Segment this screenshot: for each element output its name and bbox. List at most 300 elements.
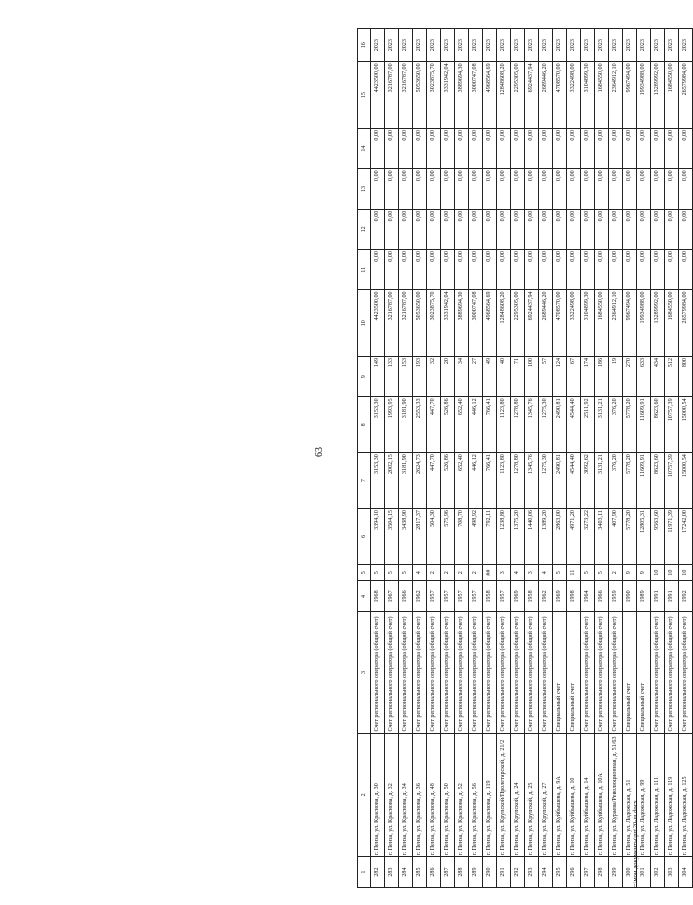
table-cell-col-15: 3216787,00 bbox=[385, 62, 399, 129]
table-cell-col-14: 0,00 bbox=[637, 128, 651, 168]
table-cell-col-4: 1991 bbox=[651, 581, 665, 612]
table-cell-col-3: Счет регионального оператора (общий счет) bbox=[511, 612, 525, 733]
table-cell-col-9: 133 bbox=[385, 356, 399, 396]
table-cell-col-2: г. Пенза, ул. Краснова, д. 50 bbox=[441, 733, 455, 857]
table-cell-col-11: 0,00 bbox=[539, 250, 553, 290]
column-header-8: 8 bbox=[358, 397, 371, 453]
table-cell-col-13: 0,00 bbox=[651, 169, 665, 209]
table-cell-col-12: 0,00 bbox=[511, 209, 525, 249]
table-cell-col-7: 652,40 bbox=[455, 453, 469, 509]
table-cell-col-4: 1998 bbox=[567, 581, 581, 612]
table-cell-col-6: 3438,90 bbox=[399, 509, 413, 565]
column-header-16: 16 bbox=[358, 29, 371, 62]
table-cell-col-15: 19934988,00 bbox=[637, 62, 651, 129]
table-cell-col-8: 526,86 bbox=[441, 397, 455, 453]
table-cell-col-12: 0,00 bbox=[539, 209, 553, 249]
table-row bbox=[385, 29, 399, 888]
table-cell-col-1: 302 bbox=[651, 857, 665, 888]
table-cell-col-8: 8623,60 bbox=[651, 397, 665, 453]
table-cell-col-7: 3181,90 bbox=[399, 453, 413, 509]
table-cell-col-15: 6924437,94 bbox=[525, 62, 539, 129]
table-cell-col-12: 0,00 bbox=[371, 209, 385, 249]
table-cell-col-6: 5778,20 bbox=[623, 509, 637, 565]
table-cell-col-2: г. Пенза, ул. Ладожская, д. 51 bbox=[623, 733, 637, 857]
table-cell-col-9: 512 bbox=[665, 356, 679, 396]
table-row bbox=[497, 29, 511, 888]
table-cell-col-1: 295 bbox=[553, 857, 567, 888]
table-cell-col-4: 1957 bbox=[469, 581, 483, 612]
table-cell-col-3: Счет регионального оператора (общий счет) bbox=[539, 612, 553, 733]
table-cell-col-2: г. Пенза, ул. Крупской, д. 25 bbox=[525, 733, 539, 857]
table-cell-col-10: 26579984,00 bbox=[679, 290, 693, 357]
table-row bbox=[399, 29, 413, 888]
table-cell-col-1: 300 bbox=[623, 857, 637, 888]
table-cell-col-9: 40 bbox=[497, 356, 511, 396]
table-cell-col-12: 0,00 bbox=[595, 209, 609, 249]
table-cell-col-5: 5 bbox=[595, 564, 609, 581]
table-cell-col-15: 3889694,30 bbox=[455, 62, 469, 129]
table-cell-col-6: 11971,39 bbox=[665, 509, 679, 565]
table-cell-col-15: 2295305,00 bbox=[511, 62, 525, 129]
table-cell-col-11: 0,00 bbox=[511, 250, 525, 290]
table-cell-col-10: 4708570,00 bbox=[553, 290, 567, 357]
table-cell-col-2: г. Пенза, ул. Крупской, д. 27 bbox=[539, 733, 553, 857]
table-cell-col-8: 1278,80 bbox=[511, 397, 525, 453]
table-cell-col-13: 0,00 bbox=[469, 169, 483, 209]
table-cell-col-14: 0,00 bbox=[581, 128, 595, 168]
table-cell-col-9: 20 bbox=[441, 356, 455, 396]
table-cell-col-6: 2817,37 bbox=[413, 509, 427, 565]
table-cell-col-2: г. Пенза, ул. Ладожская, д. 99 bbox=[637, 733, 651, 857]
table-cell-col-14: 0,00 bbox=[665, 128, 679, 168]
table-cell-col-9: 174 bbox=[581, 356, 595, 396]
table-cell-col-3: Счет регионального оператора (общий счет) bbox=[427, 612, 441, 733]
table-cell-col-8: 2553,33 bbox=[413, 397, 427, 453]
table-cell-col-11: 0,00 bbox=[427, 250, 441, 290]
table-cell-col-1: 290 bbox=[483, 857, 497, 888]
table-cell-col-8: 1123,80 bbox=[497, 397, 511, 453]
table-cell-col-15: 3104899,30 bbox=[581, 62, 595, 129]
table-cell-col-16: 2023 bbox=[553, 29, 567, 62]
column-header-13: 13 bbox=[358, 169, 371, 209]
table-cell-col-6: 1375,20 bbox=[511, 509, 525, 565]
table-cell-col-2: г. Пенза, ул. Краснова, д. 30 bbox=[371, 733, 385, 857]
table-cell-col-7: 2490,81 bbox=[553, 453, 567, 509]
table-cell-col-1: 296 bbox=[567, 857, 581, 888]
table-cell-col-14: 0,00 bbox=[651, 128, 665, 168]
table-cell-col-12: 0,00 bbox=[385, 209, 399, 249]
table-cell-col-14: 0,00 bbox=[567, 128, 581, 168]
table-cell-col-9: 124 bbox=[553, 356, 567, 396]
table-cell-col-13: 0,00 bbox=[525, 169, 539, 209]
table-cell-col-4: 1959 bbox=[609, 581, 623, 612]
table-cell-col-13: 0,00 bbox=[623, 169, 637, 209]
table-cell-col-5: 5 bbox=[553, 564, 567, 581]
table-cell-col-10: 4423500,00 bbox=[371, 290, 385, 357]
table-cell-col-7: 2002,15 bbox=[385, 453, 399, 509]
table-cell-col-7: 1278,80 bbox=[511, 453, 525, 509]
column-header-14: 14 bbox=[358, 128, 371, 168]
table-cell-col-9: 19 bbox=[609, 356, 623, 396]
table-row bbox=[469, 29, 483, 888]
table-cell-col-13: 0,00 bbox=[637, 169, 651, 209]
table-cell-col-15: 13289992,00 bbox=[651, 62, 665, 129]
table-cell-col-8: 2490,81 bbox=[553, 397, 567, 453]
table-cell-col-10: 13289992,00 bbox=[651, 290, 665, 357]
table-cell-col-16: 2023 bbox=[469, 29, 483, 62]
column-header-1: 1 bbox=[358, 857, 371, 888]
table-cell-col-5: 5 bbox=[581, 564, 595, 581]
table-cell-col-7: 526,86 bbox=[441, 453, 455, 509]
table-cell-col-6: 1440,06 bbox=[525, 509, 539, 565]
table-cell-col-11: 0,00 bbox=[623, 250, 637, 290]
table-cell-col-16: 2023 bbox=[595, 29, 609, 62]
table-cell-col-9: 434 bbox=[651, 356, 665, 396]
table-cell-col-5: 4 bbox=[539, 564, 553, 581]
table-cell-col-8: 5778,20 bbox=[623, 397, 637, 453]
table-cell-col-3: Специальный счет bbox=[637, 612, 651, 733]
table-cell-col-11: 0,00 bbox=[679, 250, 693, 290]
table-cell-col-5: 3 bbox=[525, 564, 539, 581]
table-cell-col-4: 1964 bbox=[581, 581, 595, 612]
table-cell-col-1: 288 bbox=[455, 857, 469, 888]
table-cell-col-14: 0,00 bbox=[413, 128, 427, 168]
table-cell-col-10: 4968564,69 bbox=[483, 290, 497, 357]
table-cell-col-6: 3403,11 bbox=[595, 509, 609, 565]
table-cell-col-12: 0,00 bbox=[469, 209, 483, 249]
table-cell-col-8: 376,20 bbox=[609, 397, 623, 453]
table-cell-col-16: 2023 bbox=[665, 29, 679, 62]
table-row bbox=[609, 29, 623, 888]
table-cell-col-14: 0,00 bbox=[539, 128, 553, 168]
table-cell-col-14: 0,00 bbox=[609, 128, 623, 168]
table-cell-col-14: 0,00 bbox=[455, 128, 469, 168]
table-cell-col-1: 298 bbox=[595, 857, 609, 888]
table-cell-col-7: 1275,30 bbox=[539, 453, 553, 509]
table-cell-col-3: Счет регионального оператора (общий счет) bbox=[441, 612, 455, 733]
table-cell-col-16: 2023 bbox=[609, 29, 623, 62]
capital-repair-register-table bbox=[357, 28, 693, 888]
table-cell-col-11: 0,00 bbox=[399, 250, 413, 290]
table-cell-col-9: 100 bbox=[525, 356, 539, 396]
table-cell-col-11: 0,00 bbox=[581, 250, 595, 290]
table-cell-col-6: 3273,22 bbox=[581, 509, 595, 565]
table-row bbox=[525, 29, 539, 888]
table-cell-col-3: Специальный счет bbox=[553, 612, 567, 733]
table-cell-col-15: 3000747,08 bbox=[469, 62, 483, 129]
table-cell-col-13: 0,00 bbox=[609, 169, 623, 209]
table-row bbox=[511, 29, 525, 888]
table-cell-col-4: 1992 bbox=[679, 581, 693, 612]
table-cell-col-12: 0,00 bbox=[483, 209, 497, 249]
table-cell-col-3: Счет регионального оператора (общий счет) bbox=[595, 612, 609, 733]
table-cell-col-13: 0,00 bbox=[455, 169, 469, 209]
table-cell-col-6: 504,30 bbox=[427, 509, 441, 565]
table-cell-col-1: 304 bbox=[679, 857, 693, 888]
table-cell-col-3: Специальный счет bbox=[623, 612, 637, 733]
table-cell-col-12: 0,00 bbox=[637, 209, 651, 249]
table-row bbox=[581, 29, 595, 888]
table-cell-col-13: 0,00 bbox=[427, 169, 441, 209]
table-cell-col-1: 286 bbox=[427, 857, 441, 888]
table-cell-col-10: 2295305,00 bbox=[511, 290, 525, 357]
table-cell-col-15: 2364912,10 bbox=[609, 62, 623, 129]
column-header-6: 6 bbox=[358, 509, 371, 565]
table-row bbox=[455, 29, 469, 888]
table-cell-col-14: 0,00 bbox=[399, 128, 413, 168]
table-cell-col-13: 0,00 bbox=[385, 169, 399, 209]
document-file-path: c:\мои документы\рп\20-ш.docx bbox=[632, 800, 639, 888]
table-cell-col-10: 3104899,30 bbox=[581, 290, 595, 357]
table-cell-col-2: г. Пенза, ул. Краснова, д. 56 bbox=[469, 733, 483, 857]
table-cell-col-16: 2023 bbox=[399, 29, 413, 62]
table-cell-col-5: 2 bbox=[469, 564, 483, 581]
table-cell-col-7: 3153,30 bbox=[371, 453, 385, 509]
table-cell-col-4: 1969 bbox=[553, 581, 567, 612]
table-cell-col-9: 67 bbox=[567, 356, 581, 396]
table-cell-col-8: 1275,30 bbox=[539, 397, 553, 453]
table-cell-col-8: 15000,54 bbox=[679, 397, 693, 453]
table-cell-col-10: 3216787,00 bbox=[399, 290, 413, 357]
table-row bbox=[679, 29, 693, 888]
table-cell-col-9: 149 bbox=[371, 356, 385, 396]
table-cell-col-3: Счет регионального оператора (общий счет) bbox=[385, 612, 399, 733]
table-cell-col-15: 1684550,00 bbox=[595, 62, 609, 129]
table-cell-col-6: 1238,80 bbox=[497, 509, 511, 565]
table-cell-col-3: Счет регионального оператора (общий счет) bbox=[371, 612, 385, 733]
table-cell-col-1: 294 bbox=[539, 857, 553, 888]
table-cell-col-10: 3216787,00 bbox=[385, 290, 399, 357]
table-row bbox=[567, 29, 581, 888]
table-cell-col-13: 0,00 bbox=[539, 169, 553, 209]
table-cell-col-9: 71 bbox=[511, 356, 525, 396]
table-cell-col-12: 0,00 bbox=[413, 209, 427, 249]
table-cell-col-14: 0,00 bbox=[371, 128, 385, 168]
table-cell-col-6: 2863,00 bbox=[553, 509, 567, 565]
column-number-row bbox=[358, 29, 371, 888]
table-cell-col-12: 0,00 bbox=[455, 209, 469, 249]
table-cell-col-15: 26579984,00 bbox=[679, 62, 693, 129]
table-cell-col-14: 0,00 bbox=[623, 128, 637, 168]
table-cell-col-9: 34 bbox=[455, 356, 469, 396]
table-cell-col-3: Специальный счет bbox=[567, 612, 581, 733]
table-cell-col-9: 49 bbox=[483, 356, 497, 396]
table-cell-col-16: 2023 bbox=[567, 29, 581, 62]
table-cell-col-7: 376,20 bbox=[609, 453, 623, 509]
table-cell-col-10: 3889694,30 bbox=[455, 290, 469, 357]
table-cell-col-5: 10 bbox=[651, 564, 665, 581]
table-cell-col-1: 301 bbox=[637, 857, 651, 888]
table-cell-col-10: 9967494,00 bbox=[623, 290, 637, 357]
table-cell-col-8: 446,12 bbox=[469, 397, 483, 453]
table-cell-col-5: 5 bbox=[385, 564, 399, 581]
table-cell-col-16: 2023 bbox=[455, 29, 469, 62]
table-cell-col-12: 0,00 bbox=[525, 209, 539, 249]
column-header-10: 10 bbox=[358, 290, 371, 357]
table-cell-col-6: 708,70 bbox=[455, 509, 469, 565]
table-cell-col-3: Счет регионального оператора (общий счет) bbox=[665, 612, 679, 733]
table-cell-col-5: 11 bbox=[567, 564, 581, 581]
table-cell-col-16: 2023 bbox=[427, 29, 441, 62]
table-cell-col-3: Счет регионального оператора (общий счет) bbox=[469, 612, 483, 733]
table-cell-col-3: Счет регионального оператора (общий счет) bbox=[483, 612, 497, 733]
table-cell-col-2: г. Пенза, ул. Куйбышева, д. 14 bbox=[581, 733, 595, 857]
table-cell-col-12: 0,00 bbox=[651, 209, 665, 249]
table-header bbox=[358, 29, 371, 888]
table-cell-col-2: г. Пенза, ул. Краснова, д. 32 bbox=[385, 733, 399, 857]
table-cell-col-13: 0,00 bbox=[679, 169, 693, 209]
table-cell-col-9: 270 bbox=[623, 356, 637, 396]
table-cell-col-13: 0,00 bbox=[567, 169, 581, 209]
table-cell-col-6: 575,96 bbox=[441, 509, 455, 565]
table-cell-col-8: 652,40 bbox=[455, 397, 469, 453]
table-cell-col-4: 1990 bbox=[623, 581, 637, 612]
table-cell-col-1: 289 bbox=[469, 857, 483, 888]
table-cell-col-4: 1958 bbox=[483, 581, 497, 612]
table-cell-col-6: 3394,10 bbox=[371, 509, 385, 565]
table-cell-col-15: 3322498,00 bbox=[567, 62, 581, 129]
table-cell-col-10: 3000747,08 bbox=[469, 290, 483, 357]
table-cell-col-9: 27 bbox=[469, 356, 483, 396]
table-cell-col-10: 1684550,00 bbox=[595, 290, 609, 357]
table-cell-col-12: 0,00 bbox=[399, 209, 413, 249]
table-cell-col-4: 1962 bbox=[413, 581, 427, 612]
table-row bbox=[665, 29, 679, 888]
table-cell-col-5: 2 bbox=[455, 564, 469, 581]
table-cell-col-4: 1962 bbox=[539, 581, 553, 612]
table-cell-col-3: Счет регионального оператора (общий счет) bbox=[497, 612, 511, 733]
table-cell-col-7: 5778,20 bbox=[623, 453, 637, 509]
table-cell-col-8: 10757,39 bbox=[665, 397, 679, 453]
table-cell-col-4: 1958 bbox=[525, 581, 539, 612]
table-cell-col-9: 800 bbox=[679, 356, 693, 396]
table-cell-col-11: 0,00 bbox=[665, 250, 679, 290]
table-cell-col-8: 766,41 bbox=[483, 397, 497, 453]
table-cell-col-16: 2023 bbox=[623, 29, 637, 62]
table-cell-col-1: 293 bbox=[525, 857, 539, 888]
table-cell-col-5: ## bbox=[483, 564, 497, 581]
table-cell-col-15: 4708570,00 bbox=[553, 62, 567, 129]
table-cell-col-4: 1957 bbox=[497, 581, 511, 612]
table-cell-col-1: 285 bbox=[413, 857, 427, 888]
table-cell-col-3: Счет регионального оператора (общий счет) bbox=[525, 612, 539, 733]
table-cell-col-3: Счет регионального оператора (общий счет) bbox=[679, 612, 693, 733]
table-cell-col-1: 283 bbox=[385, 857, 399, 888]
table-cell-col-16: 2023 bbox=[525, 29, 539, 62]
table-cell-col-6: 12805,31 bbox=[637, 509, 651, 565]
table-cell-col-16: 2023 bbox=[539, 29, 553, 62]
table-cell-col-2: г. Пенза, ул. Куйбышева, д. 10 bbox=[567, 733, 581, 857]
column-header-7: 7 bbox=[358, 453, 371, 509]
table-cell-col-2: г. Пенза, ул. Крупской, д. 24 bbox=[511, 733, 525, 857]
table-cell-col-1: 287 bbox=[441, 857, 455, 888]
table-cell-col-1: 282 bbox=[371, 857, 385, 888]
table-cell-col-1: 299 bbox=[609, 857, 623, 888]
table-cell-col-11: 0,00 bbox=[441, 250, 455, 290]
table-cell-col-9: 193 bbox=[413, 356, 427, 396]
table-cell-col-1: 303 bbox=[665, 857, 679, 888]
table-cell-col-11: 0,00 bbox=[413, 250, 427, 290]
table-cell-col-6: 498,92 bbox=[469, 509, 483, 565]
table-cell-col-7: 2624,73 bbox=[413, 453, 427, 509]
table-cell-col-4: 1957 bbox=[427, 581, 441, 612]
table-cell-col-6: 407,90 bbox=[609, 509, 623, 565]
table-row bbox=[539, 29, 553, 888]
table-row bbox=[427, 29, 441, 888]
table-cell-col-15: 12848608,20 bbox=[497, 62, 511, 129]
table-cell-col-13: 0,00 bbox=[497, 169, 511, 209]
column-header-11: 11 bbox=[358, 250, 371, 290]
table-cell-col-10: 3331942,04 bbox=[441, 290, 455, 357]
table-cell-col-9: 57 bbox=[539, 356, 553, 396]
table-cell-col-14: 0,00 bbox=[469, 128, 483, 168]
table-cell-col-7: 11609,91 bbox=[637, 453, 651, 509]
table-cell-col-14: 0,00 bbox=[553, 128, 567, 168]
table-cell-col-16: 2023 bbox=[581, 29, 595, 62]
table-cell-col-5: 9 bbox=[623, 564, 637, 581]
table-cell-col-10: 3023875,70 bbox=[427, 290, 441, 357]
table-cell-col-15: 1684550,00 bbox=[665, 62, 679, 129]
table-cell-col-11: 0,00 bbox=[385, 250, 399, 290]
table-cell-col-13: 0,00 bbox=[371, 169, 385, 209]
table-cell-col-16: 2023 bbox=[483, 29, 497, 62]
table-cell-col-9: 633 bbox=[637, 356, 651, 396]
table-cell-col-15: 3023875,70 bbox=[427, 62, 441, 129]
table-cell-col-8: 2511,92 bbox=[581, 397, 595, 453]
table-cell-col-2: г. Пенза, ул. Ладожская, д. 119 bbox=[665, 733, 679, 857]
table-cell-col-4: 1968 bbox=[371, 581, 385, 612]
table-cell-col-4: 1966 bbox=[399, 581, 413, 612]
table-cell-col-7: 1123,80 bbox=[497, 453, 511, 509]
table-cell-col-8: 3131,21 bbox=[595, 397, 609, 453]
table-cell-col-2: г. Пенза, ул. Краснова, д. 48 bbox=[427, 733, 441, 857]
table-cell-col-2: г. Пенза, ул. Краснова, д. 119 bbox=[483, 733, 497, 857]
table-cell-col-14: 0,00 bbox=[679, 128, 693, 168]
table-cell-col-14: 0,00 bbox=[427, 128, 441, 168]
table-cell-col-12: 0,00 bbox=[623, 209, 637, 249]
table-cell-col-13: 0,00 bbox=[595, 169, 609, 209]
table-cell-col-8: 1993,95 bbox=[385, 397, 399, 453]
table-cell-col-10: 12848608,20 bbox=[497, 290, 511, 357]
table-cell-col-12: 0,00 bbox=[553, 209, 567, 249]
table-cell-col-7: 8623,60 bbox=[651, 453, 665, 509]
column-header-9: 9 bbox=[358, 356, 371, 396]
table-cell-col-5: 10 bbox=[665, 564, 679, 581]
table-cell-col-12: 0,00 bbox=[427, 209, 441, 249]
table-cell-col-4: 1966 bbox=[595, 581, 609, 612]
table-cell-col-11: 0,00 bbox=[651, 250, 665, 290]
table-cell-col-5: 2 bbox=[609, 564, 623, 581]
table-cell-col-15: 5053650,00 bbox=[413, 62, 427, 129]
rotated-table-region bbox=[357, 8, 689, 888]
table-cell-col-14: 0,00 bbox=[441, 128, 455, 168]
table-cell-col-6: 9563,60 bbox=[651, 509, 665, 565]
table-cell-col-4: 1957 bbox=[455, 581, 469, 612]
table-cell-col-10: 3322498,00 bbox=[567, 290, 581, 357]
table-cell-col-11: 0,00 bbox=[567, 250, 581, 290]
table-cell-col-4: 1969 bbox=[511, 581, 525, 612]
table-cell-col-16: 2023 bbox=[413, 29, 427, 62]
table-cell-col-11: 0,00 bbox=[553, 250, 567, 290]
page-number: 63 bbox=[314, 447, 325, 457]
table-cell-col-7: 447,70 bbox=[427, 453, 441, 509]
table-cell-col-2: г. Пенза, ул. Ладожская, д. 125 bbox=[679, 733, 693, 857]
table-cell-col-2: г. Пенза, ул. Ладожская, д. 111 bbox=[651, 733, 665, 857]
table-cell-col-2: г. Пенза, ул. Крупской/Пролетарской, д. 21/2 bbox=[497, 733, 511, 857]
column-header-4: 4 bbox=[358, 581, 371, 612]
table-cell-col-6: 4971,20 bbox=[567, 509, 581, 565]
table-cell-col-11: 0,00 bbox=[525, 250, 539, 290]
